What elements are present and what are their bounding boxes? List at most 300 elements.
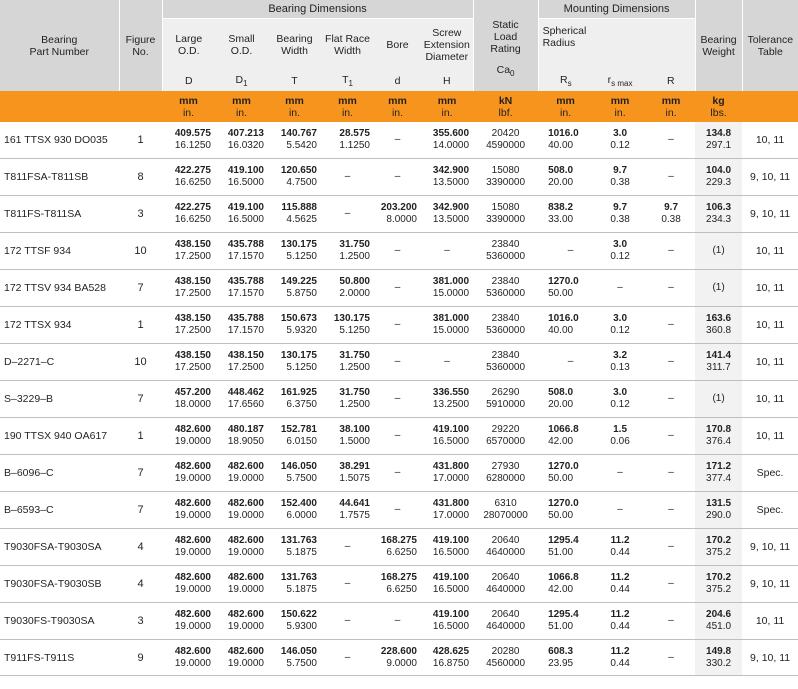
cell-D1 xyxy=(215,455,268,492)
cell-r: – xyxy=(647,233,695,270)
value-in: 1.2500 xyxy=(339,251,370,262)
value-mm: 419.100 xyxy=(227,165,264,176)
cell-H xyxy=(421,270,473,307)
value-mm: 431.800 xyxy=(432,498,470,509)
value-mm: 482.600 xyxy=(227,498,264,509)
cell-weight xyxy=(695,196,742,233)
cell-D xyxy=(162,233,215,270)
cell-weight xyxy=(695,566,742,603)
cell-H xyxy=(421,640,473,676)
value-mm: 9.7 xyxy=(613,165,628,176)
cell-d: – xyxy=(374,455,421,492)
value-in: 13.5000 xyxy=(432,214,470,225)
symbol-rs-max: $r_{s max}$ xyxy=(593,71,647,91)
unit-mm-in: mm in. xyxy=(647,91,695,122)
value-in: 19.0000 xyxy=(174,473,211,484)
value-in: 5.1875 xyxy=(286,584,317,595)
value-in: 20.00 xyxy=(548,177,574,188)
value-in: 19.0000 xyxy=(174,510,211,521)
value-in: 311.7 xyxy=(706,362,731,373)
cell-T xyxy=(268,566,321,603)
cell-H: – xyxy=(421,344,473,381)
cell-r: – xyxy=(647,122,695,159)
value-in: 19.0000 xyxy=(174,621,211,632)
value-mm: 435.788 xyxy=(227,313,264,324)
cell-spherical-radius xyxy=(538,196,593,233)
cell-T xyxy=(268,233,321,270)
value-in: 16.8750 xyxy=(432,657,470,669)
cell-r: – xyxy=(647,381,695,418)
value-mm: 482.600 xyxy=(174,645,211,657)
value-in: 1.2500 xyxy=(339,399,370,410)
table-row xyxy=(0,455,798,492)
cell-rs-max xyxy=(593,640,647,676)
unit-blank xyxy=(742,91,798,122)
value-in: 0.12 xyxy=(610,325,630,336)
value-in: 16.1250 xyxy=(174,140,211,151)
cell-T xyxy=(268,159,321,196)
cell-figure-no: 8 xyxy=(119,159,162,196)
value-in: 1.2500 xyxy=(339,362,370,373)
value-in: 6.0000 xyxy=(286,510,317,521)
cell-static-load xyxy=(473,159,538,196)
value-mm: 20640 xyxy=(491,535,520,546)
cell-weight xyxy=(695,529,742,566)
value-in: 19.0000 xyxy=(174,584,211,595)
value-in: 50.00 xyxy=(548,288,574,299)
cell-D xyxy=(162,381,215,418)
cell-H xyxy=(421,307,473,344)
value-mm: 150.673 xyxy=(280,313,317,324)
value-in: 297.1 xyxy=(706,140,732,151)
unit-blank xyxy=(119,91,162,122)
value-in: 18.0000 xyxy=(174,399,211,410)
value-mm: 27930 xyxy=(491,461,520,472)
value-mm: 482.600 xyxy=(174,424,211,435)
cell-d: – xyxy=(374,418,421,455)
value-mm: 342.900 xyxy=(432,165,470,176)
value-in: 0.44 xyxy=(610,657,630,669)
value-in: 0.38 xyxy=(661,214,681,225)
cell-T xyxy=(268,455,321,492)
cell-rs-max xyxy=(593,307,647,344)
cell-r: – xyxy=(647,566,695,603)
value-in: 0.38 xyxy=(610,177,630,188)
cell-tolerance: Spec. xyxy=(742,455,798,492)
value-in: 40.00 xyxy=(548,140,574,151)
value-mm: 508.0 xyxy=(548,165,574,176)
value-mm: 482.600 xyxy=(227,609,264,620)
value-mm: 419.100 xyxy=(432,535,470,546)
value-in: 0.12 xyxy=(610,140,630,151)
cell-H xyxy=(421,159,473,196)
value-mm: 1.5 xyxy=(613,424,628,435)
value-mm: 23840 xyxy=(491,350,520,361)
unit-mm-in: mm in. xyxy=(215,91,268,122)
cell-d xyxy=(374,640,421,676)
unit-kn-lbf: kN lbf. xyxy=(473,91,538,122)
header-bearing-dimensions: Bearing Dimensions xyxy=(162,0,473,19)
value-mm: 163.6 xyxy=(706,313,732,324)
value-in: 0.12 xyxy=(610,399,630,410)
value-mm: 131.763 xyxy=(280,535,317,546)
cell-rs-max xyxy=(593,566,647,603)
cell-figure-no: 10 xyxy=(119,344,162,381)
cell-static-load xyxy=(473,529,538,566)
cell-spherical-radius xyxy=(538,418,593,455)
value-in: 28070000 xyxy=(483,510,528,521)
value-mm: 508.0 xyxy=(548,387,574,398)
value-mm: 482.600 xyxy=(174,572,211,583)
value-mm: 23840 xyxy=(491,239,520,250)
cell-d: – xyxy=(374,270,421,307)
cell-rs-max xyxy=(593,381,647,418)
cell-T1: – xyxy=(321,159,374,196)
value-in: 17.6560 xyxy=(227,399,264,410)
unit-kg-lbs: kg lbs. xyxy=(695,91,742,122)
value-mm: 407.213 xyxy=(227,128,264,139)
value-mm: 3.0 xyxy=(613,239,628,250)
cell-rs-max xyxy=(593,122,647,159)
cell-part-number: 190 TTSX 940 OA617 xyxy=(0,418,119,455)
cell-r: – xyxy=(647,307,695,344)
value-in: 15.0000 xyxy=(432,325,470,336)
cell-figure-no: 7 xyxy=(119,270,162,307)
cell-r: – xyxy=(647,603,695,640)
table-row xyxy=(0,344,798,381)
cell-r: – xyxy=(647,492,695,529)
value-in: 6.6250 xyxy=(386,547,417,558)
value-mm: 204.6 xyxy=(706,609,732,620)
cell-weight: (1) xyxy=(695,381,742,418)
value-mm: 38.291 xyxy=(339,461,370,472)
cell-rs-max xyxy=(593,196,647,233)
unit-mm-in: mm in. xyxy=(268,91,321,122)
cell-T1: – xyxy=(321,603,374,640)
cell-T xyxy=(268,418,321,455)
cell-static-load xyxy=(473,566,538,603)
value-in: 5.9320 xyxy=(286,325,317,336)
value-mm: 170.2 xyxy=(706,572,732,583)
value-mm: 482.600 xyxy=(227,535,264,546)
value-mm: 131.763 xyxy=(280,572,317,583)
value-mm: 23840 xyxy=(491,276,520,287)
value-in: 16.5000 xyxy=(432,621,470,632)
cell-tolerance: 10, 11 xyxy=(742,344,798,381)
value-mm: 409.575 xyxy=(174,128,211,139)
cell-spherical-radius xyxy=(538,455,593,492)
value-in: 19.0000 xyxy=(227,621,264,632)
value-mm: 482.600 xyxy=(174,498,211,509)
value-in: 0.06 xyxy=(610,436,630,447)
cell-D1 xyxy=(215,418,268,455)
value-in: 5.1250 xyxy=(286,362,317,373)
cell-H xyxy=(421,418,473,455)
cell-static-load xyxy=(473,603,538,640)
value-mm: 342.900 xyxy=(432,202,470,213)
value-in: 20.00 xyxy=(548,399,574,410)
cell-D xyxy=(162,270,215,307)
value-in: 19.0000 xyxy=(227,510,264,521)
cell-figure-no: 1 xyxy=(119,122,162,159)
value-in: 5360000 xyxy=(486,288,526,299)
cell-figure-no: 4 xyxy=(119,529,162,566)
value-in: 6.0150 xyxy=(286,436,317,447)
cell-D xyxy=(162,566,215,603)
cell-H xyxy=(421,196,473,233)
value-mm: 203.200 xyxy=(380,202,417,213)
value-mm: 838.2 xyxy=(548,202,574,213)
value-mm: 11.2 xyxy=(610,645,630,657)
value-in: 451.0 xyxy=(706,621,732,632)
cell-T1 xyxy=(321,455,374,492)
value-mm: 419.100 xyxy=(432,609,470,620)
value-mm: 381.000 xyxy=(432,276,470,287)
unit-mm-in: mm in. xyxy=(538,91,593,122)
value-mm: 482.600 xyxy=(174,609,211,620)
cell-part-number: 172 TTSX 934 xyxy=(0,307,119,344)
value-mm: 130.175 xyxy=(280,239,317,250)
cell-spherical-radius xyxy=(538,529,593,566)
value-mm: 130.175 xyxy=(333,313,370,324)
value-in: 5360000 xyxy=(486,362,526,373)
col-bearing-width: Bearing Width xyxy=(268,19,321,72)
cell-spherical-radius xyxy=(538,566,593,603)
value-in: 5.1250 xyxy=(286,251,317,262)
value-in: 16.0320 xyxy=(227,140,264,151)
cell-tolerance: 10, 11 xyxy=(742,307,798,344)
header-mounting-dimensions: Mounting Dimensions xyxy=(538,0,695,19)
value-mm: 1270.0 xyxy=(548,498,579,509)
cell-spherical-radius xyxy=(538,640,593,676)
value-in: 5360000 xyxy=(486,251,526,262)
value-in: 19.0000 xyxy=(227,584,264,595)
value-in: 2.0000 xyxy=(339,288,370,299)
cell-D1 xyxy=(215,307,268,344)
value-mm: 15080 xyxy=(491,165,520,176)
value-mm: 3.0 xyxy=(613,387,628,398)
symbol-d-large: D xyxy=(162,71,215,91)
value-in: 6.6250 xyxy=(386,584,417,595)
value-in: 1.5075 xyxy=(339,473,370,484)
value-mm: 15080 xyxy=(491,202,520,213)
value-mm: 3.0 xyxy=(613,128,628,139)
symbol-d1: $D_1$ xyxy=(215,71,268,91)
value-mm: 141.4 xyxy=(706,350,732,361)
value-in: 0.12 xyxy=(610,251,630,262)
col-flat-race-width: Flat Race Width xyxy=(321,19,374,72)
value-mm: 26290 xyxy=(491,387,520,398)
value-mm: 482.600 xyxy=(227,572,264,583)
cell-H xyxy=(421,492,473,529)
header-part-number: Bearing Part Number xyxy=(0,0,119,91)
cell-weight xyxy=(695,344,742,381)
cell-T1 xyxy=(321,233,374,270)
cell-r: – xyxy=(647,344,695,381)
value-mm: 146.050 xyxy=(280,461,317,472)
cell-r: – xyxy=(647,529,695,566)
table-row xyxy=(0,640,798,676)
col-small-od: Small O.D. xyxy=(215,19,268,72)
value-mm: 170.2 xyxy=(706,535,732,546)
symbol-r: R xyxy=(647,71,695,91)
value-in: 40.00 xyxy=(548,325,574,336)
cell-T1 xyxy=(321,344,374,381)
value-mm: 50.800 xyxy=(339,276,370,287)
cell-T xyxy=(268,529,321,566)
value-in: 17.2500 xyxy=(174,288,211,299)
value-in: 4590000 xyxy=(486,140,526,151)
cell-tolerance: 10, 11 xyxy=(742,122,798,159)
table-row xyxy=(0,307,798,344)
cell-H xyxy=(421,529,473,566)
symbol-rs: $R_s$ xyxy=(538,71,593,91)
value-mm: 228.600 xyxy=(380,645,417,657)
value-in: 16.5000 xyxy=(432,436,470,447)
table-row xyxy=(0,159,798,196)
cell-D xyxy=(162,640,215,676)
table-row xyxy=(0,122,798,159)
value-mm: 20640 xyxy=(491,572,520,583)
value-in: 19.0000 xyxy=(174,436,211,447)
value-mm: 419.100 xyxy=(432,424,470,435)
cell-d: – xyxy=(374,122,421,159)
cell-part-number: T9030FS-T9030SA xyxy=(0,603,119,640)
cell-T1: – xyxy=(321,196,374,233)
cell-rs-max xyxy=(593,233,647,270)
value-in: 4.7500 xyxy=(286,177,317,188)
unit-mm-in: mm in. xyxy=(374,91,421,122)
cell-D1 xyxy=(215,492,268,529)
cell-r: – xyxy=(647,640,695,676)
cell-T1 xyxy=(321,270,374,307)
cell-D1 xyxy=(215,603,268,640)
cell-D1 xyxy=(215,233,268,270)
value-in: 4.5625 xyxy=(286,214,317,225)
cell-T xyxy=(268,196,321,233)
value-mm: 419.100 xyxy=(432,572,470,583)
col-large-od: Large O.D. xyxy=(162,19,215,72)
value-mm: 31.750 xyxy=(339,350,370,361)
value-mm: 31.750 xyxy=(339,387,370,398)
cell-T1 xyxy=(321,381,374,418)
table-row xyxy=(0,566,798,603)
cell-D1 xyxy=(215,529,268,566)
value-in: 330.2 xyxy=(706,657,732,669)
cell-D xyxy=(162,159,215,196)
value-mm: 419.100 xyxy=(227,202,264,213)
cell-part-number: 172 TTSV 934 BA528 xyxy=(0,270,119,307)
cell-d xyxy=(374,196,421,233)
value-mm: 482.600 xyxy=(174,461,211,472)
cell-weight xyxy=(695,603,742,640)
value-mm: 1066.8 xyxy=(548,572,579,583)
cell-T1: – xyxy=(321,529,374,566)
value-in: 360.8 xyxy=(706,325,732,336)
value-mm: 29220 xyxy=(491,424,520,435)
value-in: 375.2 xyxy=(706,584,732,595)
cell-T xyxy=(268,640,321,676)
cell-d: – xyxy=(374,381,421,418)
cell-spherical-radius: – xyxy=(538,344,593,381)
symbol-t: T xyxy=(268,71,321,91)
cell-d: – xyxy=(374,603,421,640)
value-in: 5.7500 xyxy=(286,473,317,484)
value-mm: 355.600 xyxy=(432,128,470,139)
value-mm: 438.150 xyxy=(174,313,211,324)
value-mm: 20420 xyxy=(491,128,520,139)
value-in: 14.0000 xyxy=(432,140,470,151)
value-mm: 130.175 xyxy=(280,350,317,361)
cell-figure-no: 1 xyxy=(119,418,162,455)
value-in: 5.1875 xyxy=(286,547,317,558)
value-in: 3390000 xyxy=(486,177,526,188)
table-row xyxy=(0,233,798,270)
cell-T xyxy=(268,603,321,640)
cell-figure-no: 1 xyxy=(119,307,162,344)
value-in: 8.0000 xyxy=(386,214,417,225)
cell-spherical-radius xyxy=(538,270,593,307)
cell-weight xyxy=(695,159,742,196)
cell-figure-no: 7 xyxy=(119,381,162,418)
cell-part-number: S–3229–B xyxy=(0,381,119,418)
table-row xyxy=(0,418,798,455)
cell-static-load xyxy=(473,381,538,418)
cell-rs-max xyxy=(593,159,647,196)
cell-rs-max: – xyxy=(593,492,647,529)
cell-part-number: B–6096–C xyxy=(0,455,119,492)
value-in: 229.3 xyxy=(706,177,732,188)
value-mm: 608.3 xyxy=(548,645,574,657)
cell-H xyxy=(421,603,473,640)
value-in: 1.7575 xyxy=(339,510,370,521)
value-mm: 106.3 xyxy=(706,202,732,213)
value-in: 6.3750 xyxy=(286,399,317,410)
value-in: 16.5000 xyxy=(432,584,470,595)
cell-static-load xyxy=(473,418,538,455)
value-in: 1.1250 xyxy=(339,140,370,151)
cell-rs-max xyxy=(593,603,647,640)
cell-tolerance: 9, 10, 11 xyxy=(742,529,798,566)
cell-rs-max: – xyxy=(593,270,647,307)
symbol-h: H xyxy=(421,71,473,91)
value-mm: 1295.4 xyxy=(548,609,579,620)
value-in: 0.13 xyxy=(610,362,630,373)
value-in: 4640000 xyxy=(486,621,526,632)
cell-spherical-radius: – xyxy=(538,233,593,270)
cell-d: – xyxy=(374,307,421,344)
value-mm: 9.7 xyxy=(613,202,628,213)
value-in: 4560000 xyxy=(486,657,526,669)
cell-figure-no: 7 xyxy=(119,455,162,492)
value-in: 290.0 xyxy=(706,510,732,521)
value-mm: 150.622 xyxy=(280,609,317,620)
value-in: 16.5000 xyxy=(227,177,264,188)
value-in: 16.5000 xyxy=(432,547,470,558)
cell-spherical-radius xyxy=(538,307,593,344)
cell-weight xyxy=(695,418,742,455)
cell-part-number: B–6593–C xyxy=(0,492,119,529)
unit-blank xyxy=(0,91,119,122)
value-mm: 1270.0 xyxy=(548,276,579,287)
value-mm: 104.0 xyxy=(706,165,732,176)
cell-weight xyxy=(695,455,742,492)
cell-static-load xyxy=(473,455,538,492)
cell-D1 xyxy=(215,196,268,233)
value-in: 375.2 xyxy=(706,547,732,558)
value-mm: 422.275 xyxy=(174,165,211,176)
value-mm: 28.575 xyxy=(339,128,370,139)
